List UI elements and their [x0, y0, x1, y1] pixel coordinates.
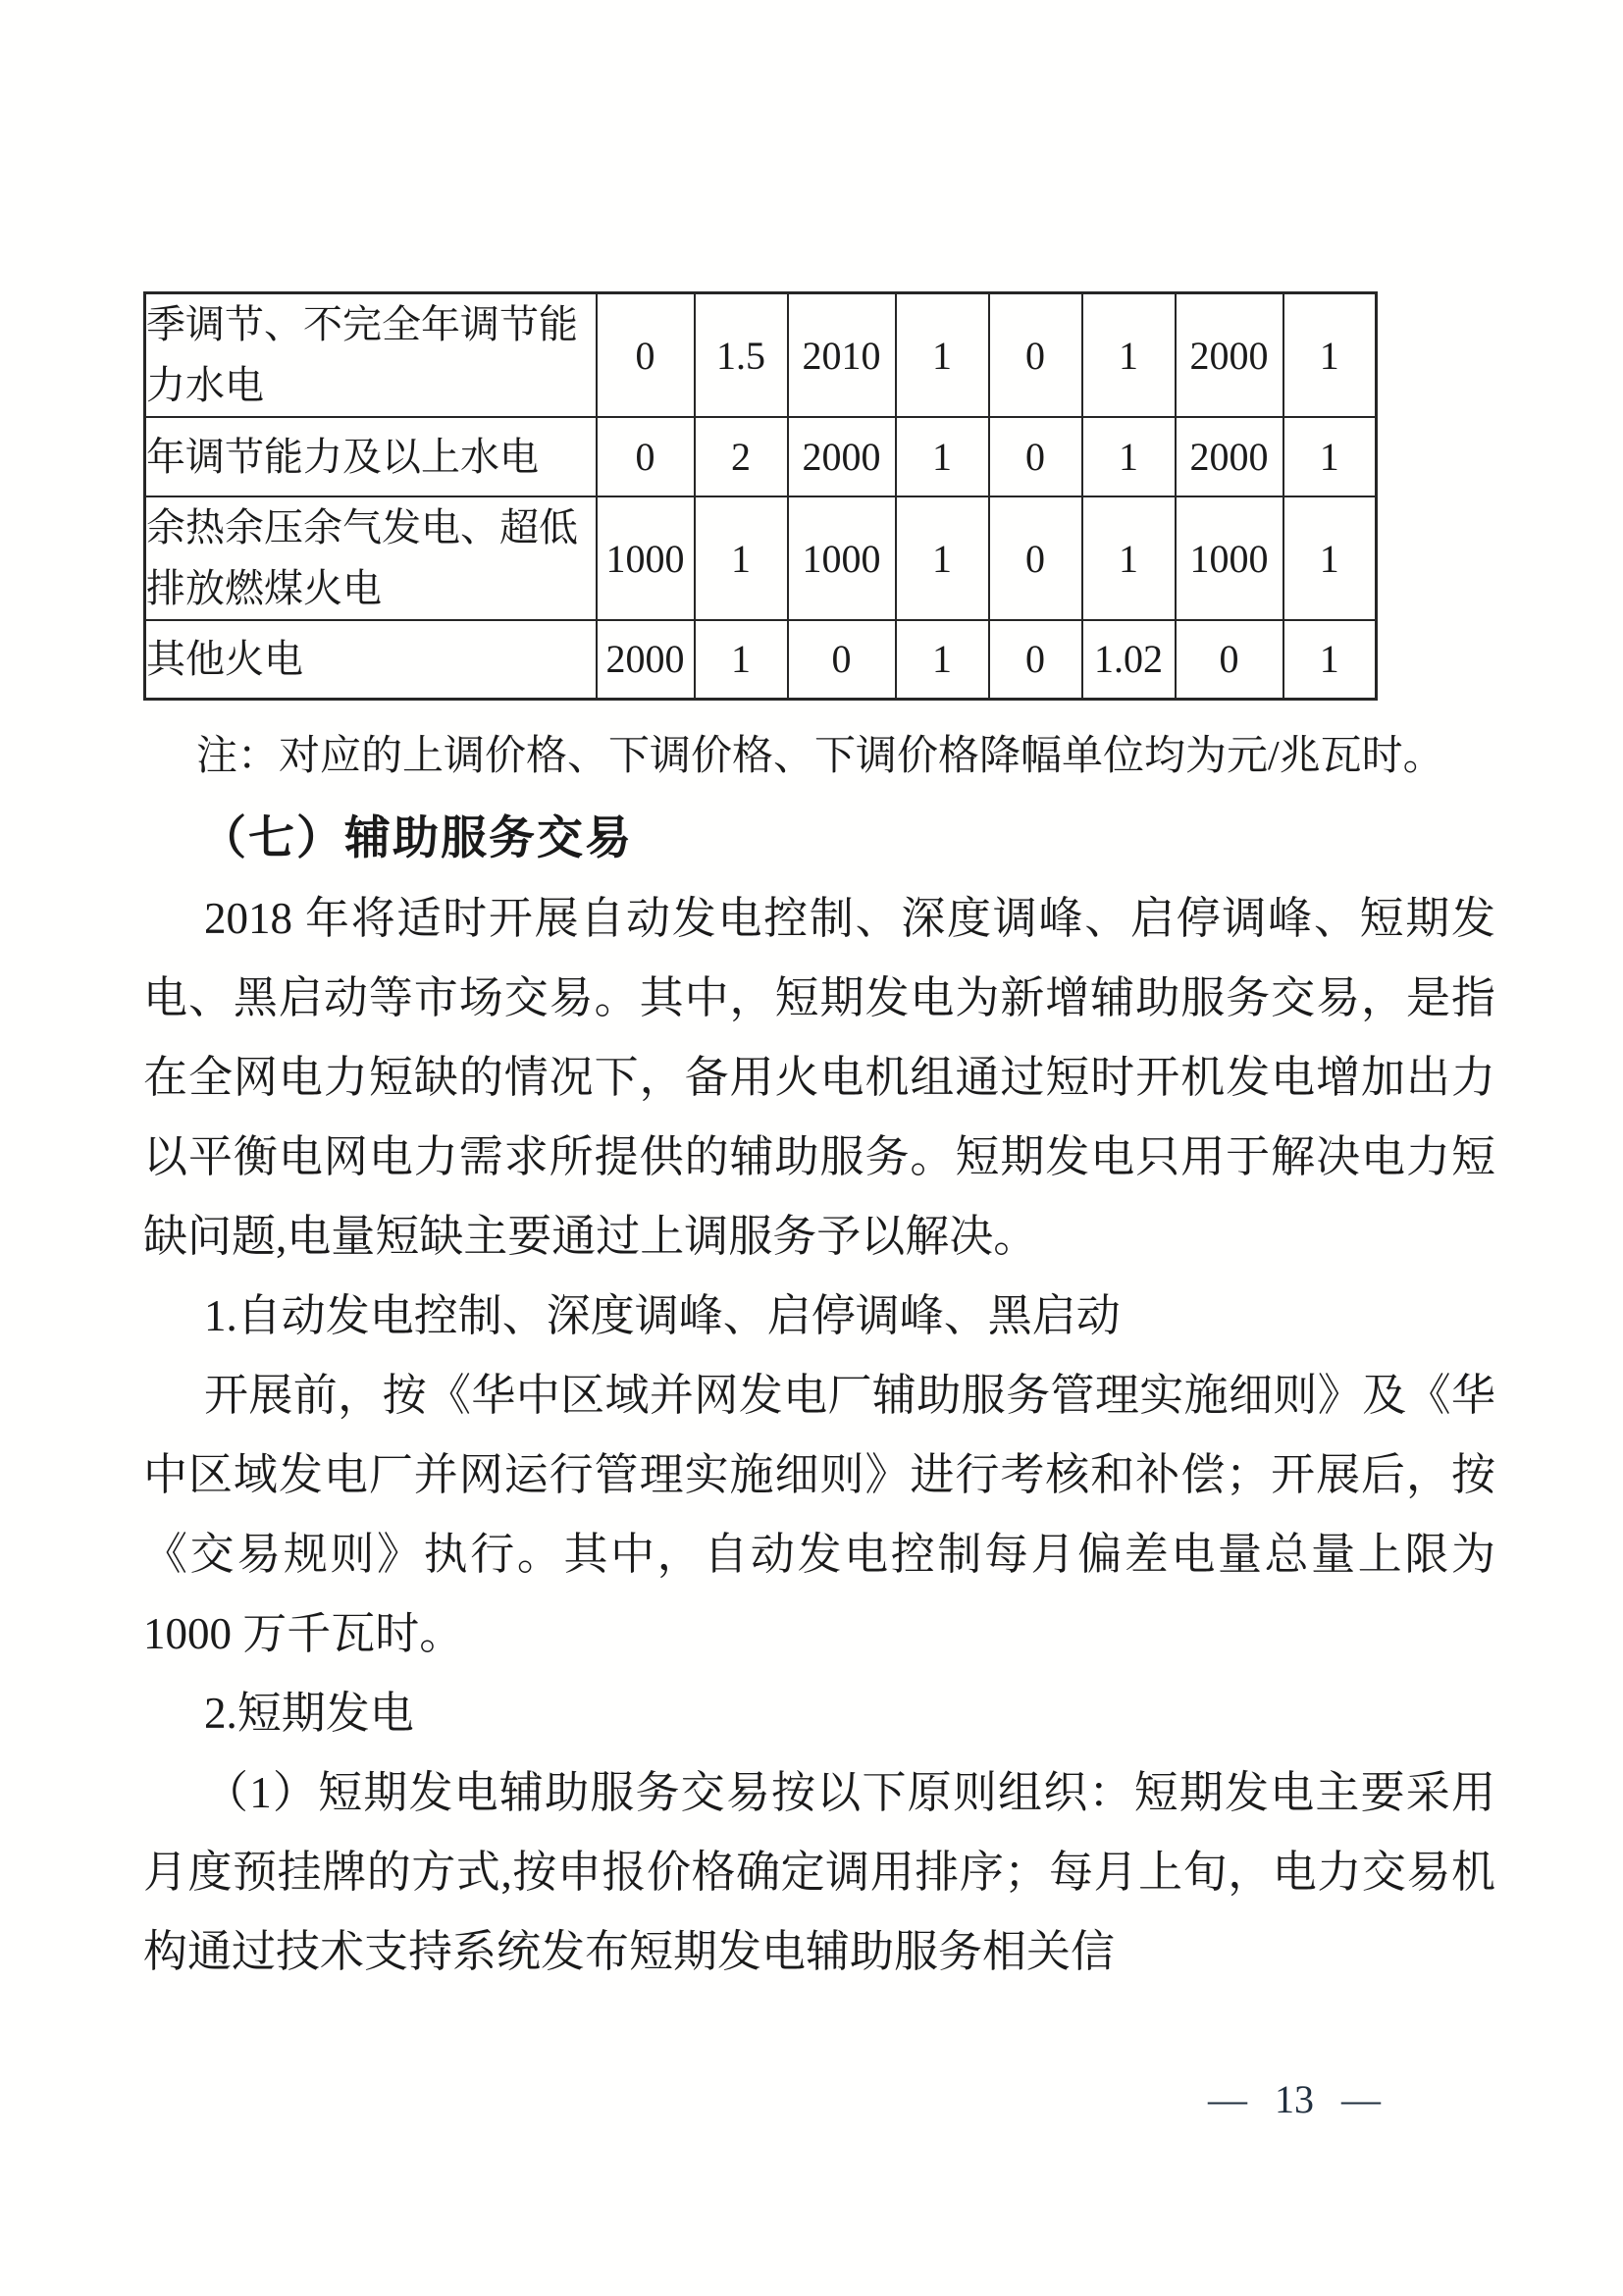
value-cell: 0: [788, 620, 896, 699]
section-heading: （七）辅助服务交易: [200, 812, 633, 864]
value-cell: 1.02: [1082, 620, 1176, 699]
table-row: [145, 417, 1377, 496]
paragraph: 开展前，按《华中区域并网发电厂辅助服务管理实施细则》及《华中区域发电厂并网运行管理实施细则》进行考核和补偿；开展后，按《交易规则》执行。其中，自动发电控制每月偏差电量总量上限为 1000 万千瓦时。: [143, 1370, 1495, 1658]
value-cell: 0: [989, 620, 1082, 699]
paragraph: 2018 年将适时开展自动发电控制、深度调峰、启停调峰、短期发电、黑启动等市场交易。其中，短期发电为新增辅助服务交易，是指在全网电力短缺的情况下，备用火电机组通过短时开机发电增加出力以平衡电网电力需求所提供的辅助服务。短期发电只用于解决电力短缺问题,电量短缺主要通过上调服务予以解决。: [143, 893, 1495, 1261]
value-cell: 1: [896, 293, 989, 418]
value-cell: 1: [896, 620, 989, 699]
row-label-cell: 其他火电: [145, 620, 597, 699]
value-cell: 1: [1283, 417, 1377, 496]
page-number-value: 13: [1275, 2077, 1314, 2121]
table-row: [145, 496, 1377, 620]
value-cell: 2: [695, 417, 788, 496]
value-cell: 1: [1082, 496, 1176, 620]
value-cell: 1: [1283, 496, 1377, 620]
paragraph: （1）短期发电辅助服务交易按以下原则组织：短期发电主要采用月度预挂牌的方式,按申报价格确定调用排序；每月上旬，电力交易机构通过技术支持系统发布短期发电辅助服务相关信: [143, 1767, 1495, 1976]
table-row: [145, 620, 1377, 699]
row-label-cell: 余热余压余气发电、超低排放燃煤火电: [145, 496, 597, 620]
value-cell: 1000: [1176, 496, 1283, 620]
value-cell: 0: [989, 496, 1082, 620]
value-cell: 1: [1283, 620, 1377, 699]
page-number: [1208, 2072, 1381, 2127]
value-cell: 2000: [788, 417, 896, 496]
value-cell: 1: [1082, 293, 1176, 418]
value-cell: 2000: [1176, 417, 1283, 496]
row-label-cell: 季调节、不完全年调节能力水电: [145, 293, 597, 418]
sub-heading: 1.自动发电控制、深度调峰、启停调峰、黑启动: [204, 1290, 1121, 1340]
table-row: [145, 293, 1377, 418]
page-content: [143, 291, 1495, 1992]
value-cell: 0: [989, 293, 1082, 418]
value-cell: 1: [896, 496, 989, 620]
value-cell: 0: [1176, 620, 1283, 699]
page-number-dash-right: —: [1341, 2077, 1381, 2121]
value-cell: 1: [695, 620, 788, 699]
value-cell: 1: [695, 496, 788, 620]
value-cell: 2010: [788, 293, 896, 418]
value-cell: 2000: [1176, 293, 1283, 418]
value-cell: 1000: [788, 496, 896, 620]
value-cell: 0: [597, 293, 695, 418]
value-cell: 0: [597, 417, 695, 496]
value-cell: 0: [989, 417, 1082, 496]
sub-heading: 2.短期发电: [204, 1688, 414, 1738]
row-label-cell: 年调节能力及以上水电: [145, 417, 597, 496]
value-cell: 1: [896, 417, 989, 496]
value-cell: 1: [1082, 417, 1176, 496]
value-cell: 1000: [597, 496, 695, 620]
value-cell: 2000: [597, 620, 695, 699]
table-note: 注：对应的上调价格、下调价格、下调价格降幅单位均为元/兆瓦时。: [196, 733, 1444, 779]
price-parameters-table: [143, 291, 1378, 701]
value-cell: 1.5: [695, 293, 788, 418]
value-cell: 1: [1283, 293, 1377, 418]
page-number-dash-left: —: [1208, 2077, 1247, 2121]
